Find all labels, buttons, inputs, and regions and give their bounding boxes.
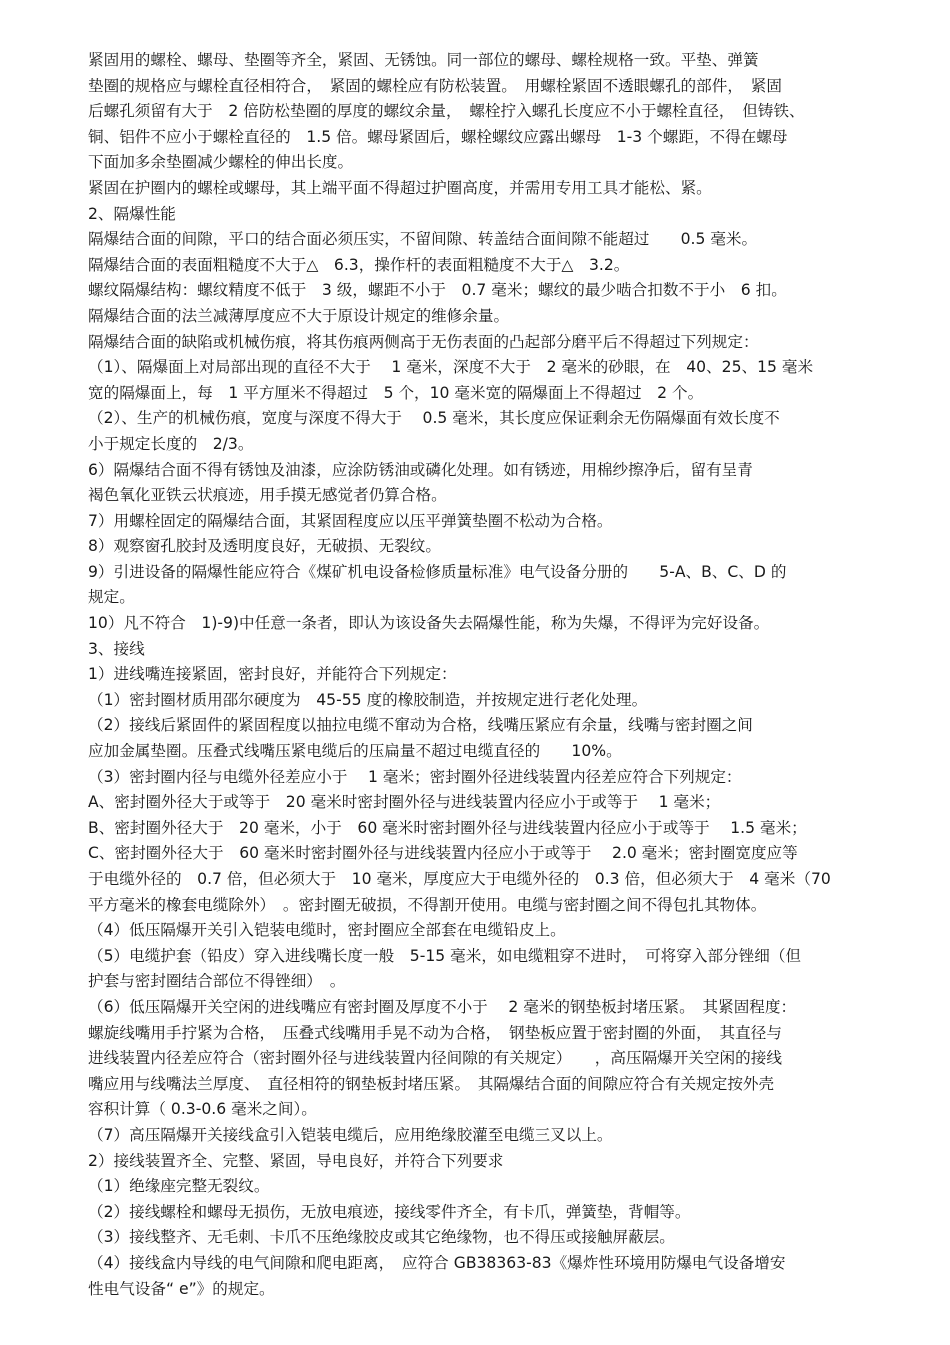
text-line: （4）低压隔爆开关引入铠装电缆时，密封圈应全部套在电缆铅皮上。 <box>88 921 566 940</box>
text-line: （5）电缆护套（铅皮）穿入进线嘴长度一般 5-15 毫米，如电缆粗穿不进时， 可将穿入部分锉细（但 <box>88 946 802 965</box>
text-line: 8）观察窗孔胶封及透明度良好，无破损、无裂纹。 <box>88 537 441 556</box>
text-line: 隔爆结合面的法兰减薄厚度应不大于原设计规定的维修余量。 <box>88 306 510 325</box>
text-line: 护套与密封圈结合部位不得锉细） 。 <box>88 972 346 991</box>
text-line: 嘴应用与线嘴法兰厚度、 直径相符的钢垫板封堵压紧。 其隔爆结合面的间隙应符合有关规定按外壳 <box>88 1074 775 1093</box>
text-line: 隔爆结合面的缺陷或机械伤痕，将其伤痕两侧高于无伤表面的凸起部分磨平后不得超过下列规定： <box>88 332 759 351</box>
text-line: （1）密封圈材质用邵尔硬度为 45-55 度的橡胶制造，并按规定进行老化处理。 <box>88 690 648 709</box>
text-line: （3）密封圈内径与电缆外径差应小于 1 毫米；密封圈外径进线装置内径差应符合下列规定： <box>88 767 742 786</box>
text-line: B、密封圈外径大于 20 毫米，小于 60 毫米时密封圈外径与进线装置内径应小于或等于 1.5 毫米； <box>88 818 807 837</box>
document-body <box>88 48 910 1302</box>
text-line: 9）引进设备的隔爆性能应符合《煤矿机电设备检修质量标准》电气设备分册的 5-A、B、C、D 的 <box>88 562 787 581</box>
text-line: A、密封圈外径大于或等于 20 毫米时密封圈外径与进线装置内径应小于或等于 1 毫米； <box>88 793 721 812</box>
text-line: 隔爆结合面的间隙，平口的结合面必须压实，不留间隙、转盖结合面间隙不能超过 0.5 毫米。 <box>88 230 758 249</box>
text-line: （1）、隔爆面上对局部出现的直径不大于 1 毫米，深度不大于 2 毫米的砂眼，在 40、25、15 毫米 <box>88 358 814 377</box>
text-line: （1）绝缘座完整无裂纹。 <box>88 1177 270 1196</box>
text-line: 3、接线 <box>88 639 145 658</box>
text-line: 螺旋线嘴用手拧紧为合格， 压叠式线嘴用手晃不动为合格， 钢垫板应置于密封圈的外面， 其直径与 <box>88 1023 782 1042</box>
text-line: 隔爆结合面的表面粗糙度不大于△ 6.3，操作杆的表面粗糙度不大于△ 3.2。 <box>88 255 630 274</box>
text-line: 性电气设备“ e”》的规定。 <box>88 1279 275 1298</box>
text-line: 6）隔爆结合面不得有锈蚀及油漆，应涂防锈油或磷化处理。如有锈迹，用棉纱擦净后，留有呈青 <box>88 460 753 479</box>
text-line: C、密封圈外径大于 60 毫米时密封圈外径与进线装置内径应小于或等于 2.0 毫米；密封圈宽度应等 <box>88 844 798 863</box>
text-line: 褐色氧化亚铁云状痕迹，用手摸无感觉者仍算合格。 <box>88 486 447 505</box>
text-line: 2）接线装置齐全、完整、紧固，导电良好，并符合下列要求 <box>88 1151 504 1170</box>
text-line: 2、隔爆性能 <box>88 204 176 223</box>
text-line: 进线装置内径差应符合（密封圈外径与进线装置内径间隙的有关规定） ，高压隔爆开关空闲的接线 <box>88 1049 782 1068</box>
text-line: （7）高压隔爆开关接线盒引入铠装电缆后，应用绝缘胶灌至电缆三叉以上。 <box>88 1125 613 1144</box>
text-line: 规定。 <box>88 588 135 607</box>
text-line: 于电缆外径的 0.7 倍，但必须大于 10 毫米，厚度应大于电缆外径的 0.3 倍，但必须大于 4 毫米（70 <box>88 870 831 888</box>
text-line: 平方毫米的橡套电缆除外） 。密封圈无破损，不得割开使用。电缆与密封圈之间不得包扎其物体。 <box>88 895 767 914</box>
text-line: 垫圈的规格应与螺栓直径相符合， 紧固的螺栓应有防松装置。 用螺栓紧固不透眼螺孔的部件， 紧固 <box>88 76 782 95</box>
text-line: 铜、铝件不应小于螺栓直径的 1.5 倍。螺母紧固后，螺栓螺纹应露出螺母 1-3 个螺距，不得在螺母 <box>88 127 788 146</box>
text-line: 1）进线嘴连接紧固，密封良好，并能符合下列规定： <box>88 665 457 684</box>
text-line: （2）接线螺栓和螺母无损伤，无放电痕迹，接线零件齐全，有卡爪，弹簧垫，背帽等。 <box>88 1202 691 1221</box>
text-line: 螺纹隔爆结构：螺纹精度不低于 3 级，螺距不小于 0.7 毫米；螺纹的最少啮合扣数不于小 6 扣。 <box>88 281 787 300</box>
text-line: 下面加多余垫圈减少螺栓的伸出长度。 <box>88 153 354 172</box>
text-line: （4）接线盒内导线的电气间隙和爬电距离， 应符合 GB38363-83《爆炸性环境用防爆电气设备增安 <box>88 1253 786 1272</box>
text-line: 应加金属垫圈。压叠式线嘴压紧电缆后的压扁量不超过电缆直径的 10%。 <box>88 742 622 761</box>
text-line: 10）凡不符合 1)-9)中任意一条者，即认为该设备失去隔爆性能，称为失爆，不得评为完好设备。 <box>88 614 770 633</box>
text-line: 容积计算（ 0.3-0.6 毫米之间）。 <box>88 1100 317 1119</box>
text-line: （6）低压隔爆开关空闲的进线嘴应有密封圈及厚度不小于 2 毫米的钢垫板封堵压紧。 其紧固程度： <box>88 997 797 1016</box>
text-line: 宽的隔爆面上，每 1 平方厘米不得超过 5 个，10 毫米宽的隔爆面上不得超过 2 个。 <box>88 383 704 402</box>
text-line: 紧固在护圈内的螺栓或螺母，其上端平面不得超过护圈高度，并需用专用工具才能松、紧。 <box>88 178 712 197</box>
text-line: （3）接线整齐、无毛刺、卡爪不压绝缘胶皮或其它绝缘物，也不得压或接触屏蔽层。 <box>88 1228 675 1247</box>
text-line: 小于规定长度的 2/3。 <box>88 434 254 453</box>
text-line: 紧固用的螺栓、螺母、垫圈等齐全，紧固、无锈蚀。同一部位的螺母、螺栓规格一致。平垫、弹簧 <box>88 51 759 69</box>
text-line: （2）接线后紧固件的紧固程度以抽拉电缆不窜动为合格，线嘴压紧应有余量，线嘴与密封圈之间 <box>88 716 753 735</box>
text-line: 后螺孔须留有大于 2 倍防松垫圈的厚度的螺纹余量， 螺栓拧入螺孔长度应不小于螺栓直径， 但铸铁、 <box>88 102 805 121</box>
text-line: 7）用螺栓固定的隔爆结合面，其紧固程度应以压平弹簧垫圈不松动为合格。 <box>88 511 613 530</box>
text-line: （2）、生产的机械伤痕，宽度与深度不得大于 0.5 毫米，其长度应保证剩余无伤隔爆面有效长度不 <box>88 409 780 428</box>
